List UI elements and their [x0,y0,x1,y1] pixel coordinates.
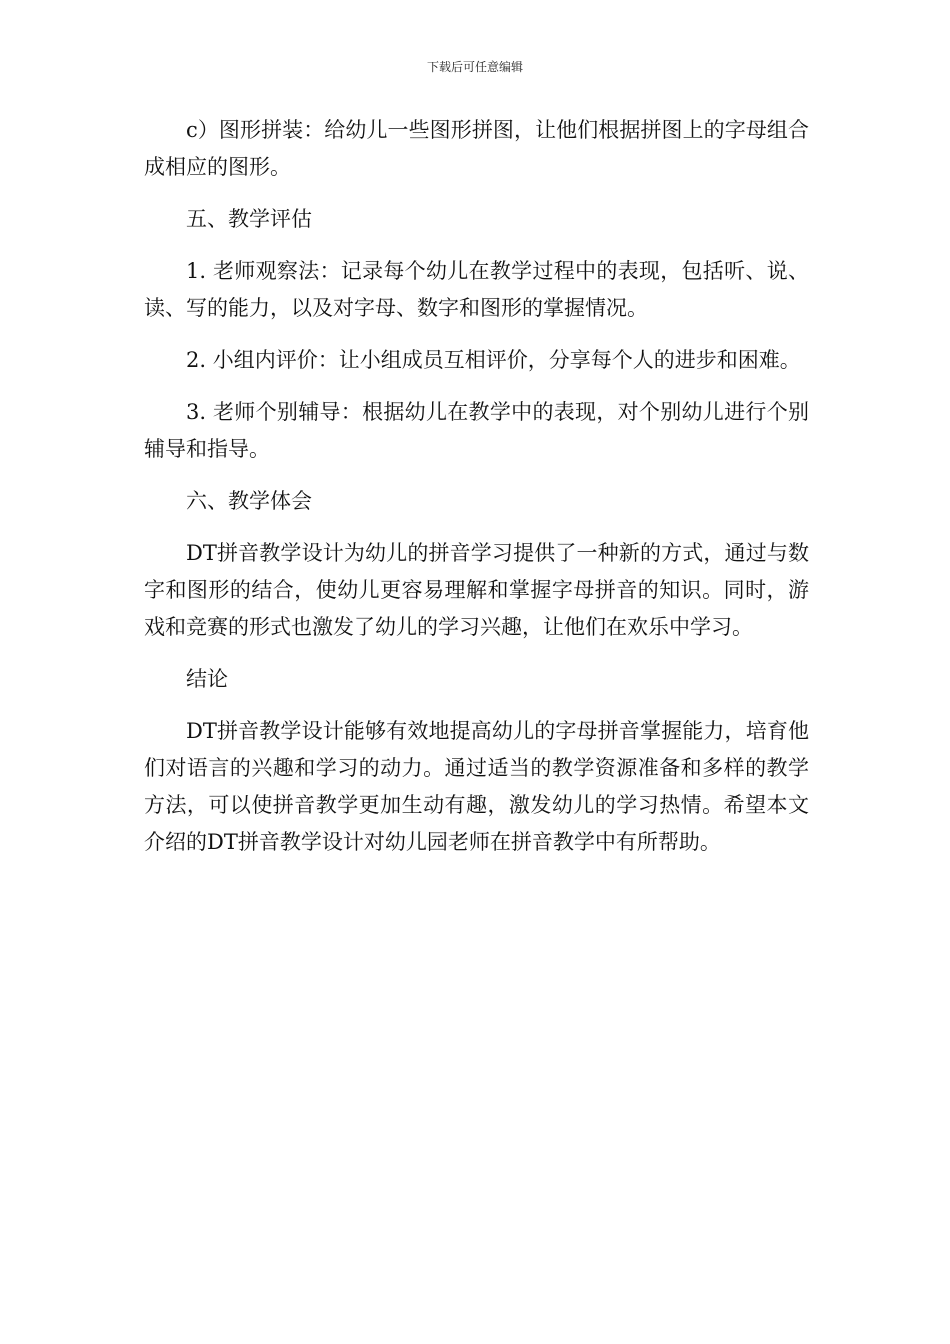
section-heading-reflection: 六、教学体会 [186,489,312,513]
paragraph-teacher-observation: 1. 老师观察法：记录每个幼儿在教学过程中的表现，包括听、说、读、写的能力，以及对字母、数字和图形的掌握情况。 [144,259,809,320]
paragraph-conclusion: DT拼音教学设计能够有效地提高幼儿的字母拼音掌握能力，培育他们对语言的兴趣和学习的动力。通过适当的教学资源准备和多样的教学方法，可以使拼音教学更加生动有趣，激发幼儿的学习热情。希望本文介绍的DT拼音教学设计对幼儿园老师在拼音教学中有所帮助。 [144,719,809,854]
paragraph-shape-assembly: c）图形拼装：给幼儿一些图形拼图，让他们根据拼图上的字母组合成相应的图形。 [144,118,809,179]
section-heading-evaluation: 五、教学评估 [186,207,312,231]
page-header: 下载后可任意编辑 [426,60,523,74]
paragraph-individual-tutoring: 3. 老师个别辅导：根据幼儿在教学中的表现，对个别幼儿进行个别辅导和指导。 [144,400,809,461]
section-heading-conclusion: 结论 [186,667,228,691]
document-body [144,112,809,876]
paragraph-group-evaluation: 2. 小组内评价：让小组成员互相评价，分享每个人的进步和困难。 [186,348,801,372]
paragraph-reflection: DT拼音教学设计为幼儿的拼音学习提供了一种新的方式，通过与数字和图形的结合，使幼儿更容易理解和掌握字母拼音的知识。同时，游戏和竞赛的形式也激发了幼儿的学习兴趣，让他们在欢乐中学习。 [144,541,809,639]
